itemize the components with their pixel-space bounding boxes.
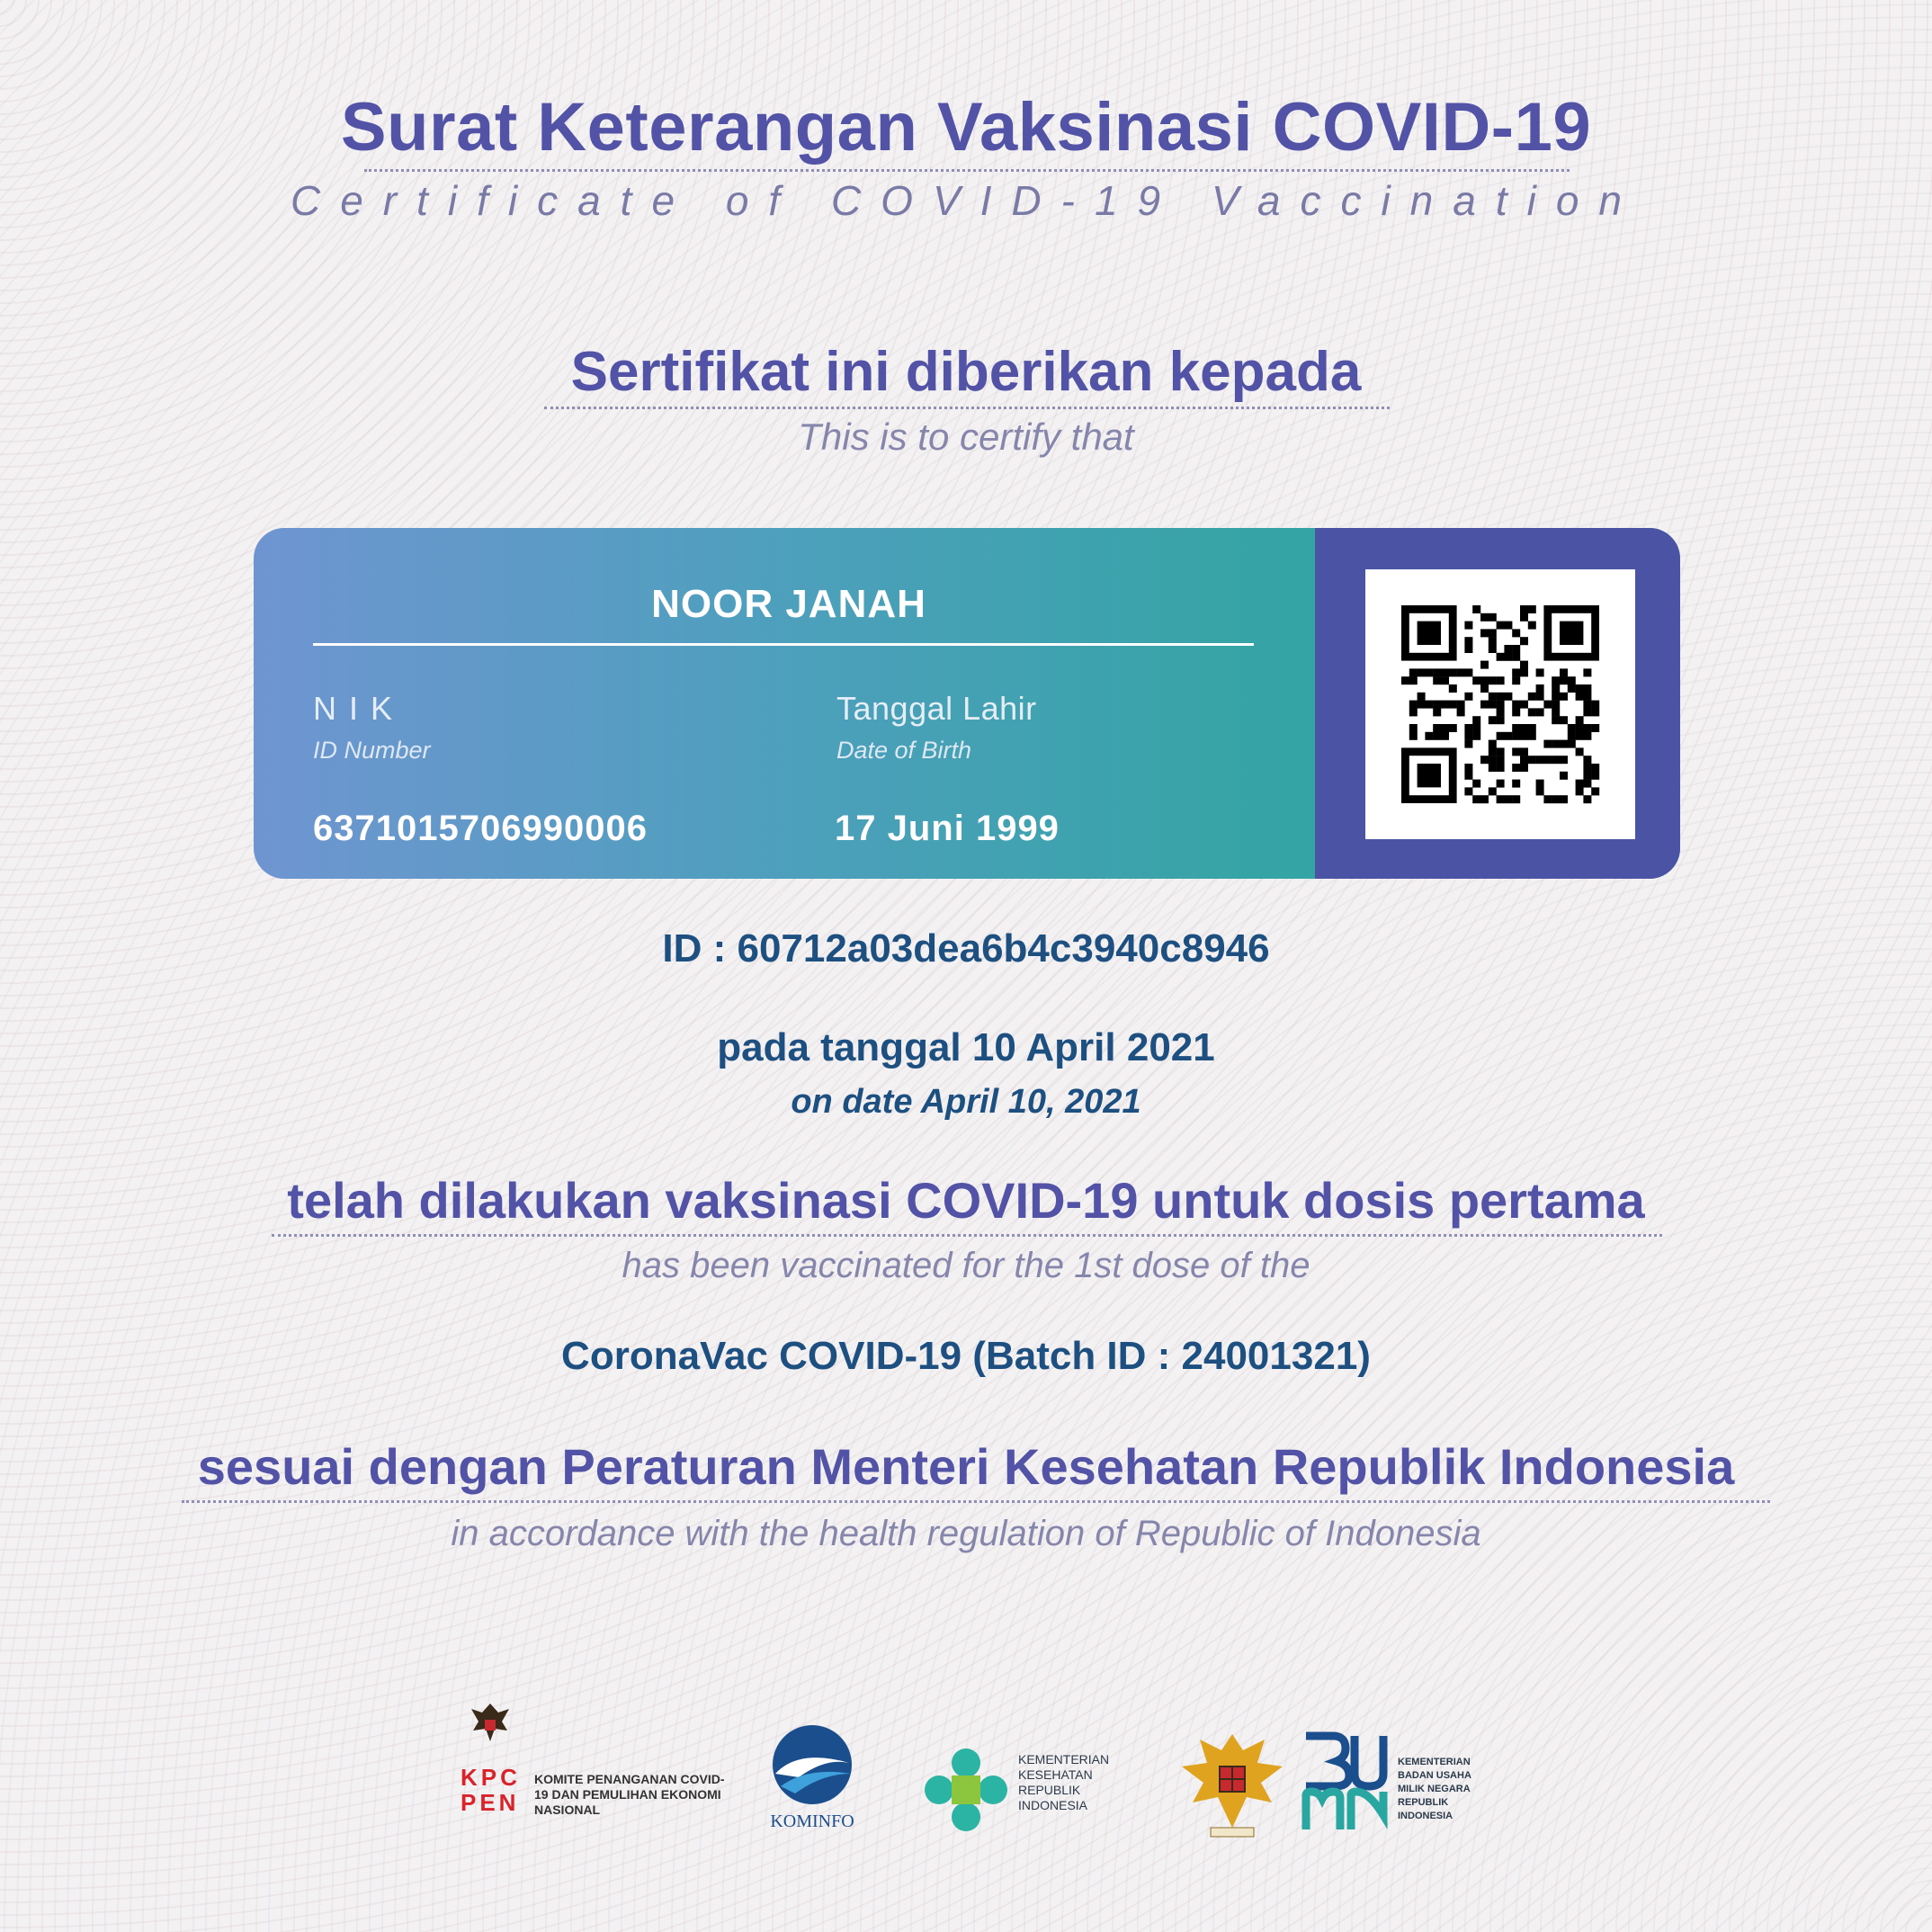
certificate-id: ID : 60712a03dea6b4c3940c8946 [662, 926, 1270, 970]
garuda-small-icon [468, 1700, 513, 1754]
vaccination-date-en: on date April 10, 2021 [791, 1083, 1141, 1121]
garuda-pancasila-icon [1178, 1727, 1286, 1844]
nik-label: N I K [313, 690, 395, 727]
regulation-statement-en: in accordance with the health regulation of Republic of Indonesia [451, 1514, 1481, 1553]
kominfo-logo [763, 1722, 862, 1831]
kpc-text: KPC [461, 1764, 521, 1791]
kpcpen-caption: KOMITE PENANGANAN COVID-19 DAN PEMULIHAN EKONOMI NASIONAL [534, 1772, 725, 1817]
certificate-subtitle: Certificate of COVID-19 Vaccination [290, 177, 1642, 224]
certify-divider [544, 407, 1390, 409]
kemenkes-logo [921, 1745, 1110, 1839]
certify-heading: Sertifikat ini diberikan kepada [570, 341, 1362, 403]
dob-label: Tanggal Lahir [836, 690, 1037, 727]
title-divider [364, 169, 1570, 172]
logo-strip [0, 1700, 1932, 1862]
dose-statement-en: has been vaccinated for the 1st dose of the [622, 1246, 1310, 1285]
dob-sublabel: Date of Birth [836, 737, 972, 764]
identity-card [254, 528, 1680, 879]
vaccination-date: pada tanggal 10 April 2021 [717, 1025, 1215, 1069]
garuda-logo [1178, 1727, 1286, 1848]
nik-sublabel: ID Number [313, 737, 431, 764]
kemenkes-icon [921, 1745, 1011, 1835]
bumn-icon [1301, 1729, 1391, 1837]
certify-subheading: This is to certify that [798, 416, 1134, 458]
regulation-statement: sesuai dengan Peraturan Menteri Kesehatan Republik Indonesia [197, 1438, 1735, 1495]
regulation-divider [182, 1500, 1770, 1503]
bumn-caption: KEMENTERIAN BADAN USAHA MILIK NEGARA REPUBLIK INDONESIA [1398, 1757, 1471, 1821]
qr-code [1365, 569, 1635, 839]
nik-value: 6371015706990006 [313, 809, 648, 848]
pen-text: PEN [461, 1789, 520, 1816]
kominfo-icon [763, 1722, 862, 1811]
dose-divider [272, 1234, 1662, 1237]
kominfo-caption: KOMINFO [770, 1811, 854, 1831]
dob-value: 17 Juni 1999 [835, 809, 1060, 848]
dose-statement: telah dilakukan vaksinasi COVID-19 untuk dosis pertama [287, 1172, 1645, 1229]
kemenkes-caption: KEMENTERIAN KESEHATAN REPUBLIK INDONESIA [1018, 1752, 1110, 1812]
bumn-logo [1301, 1729, 1471, 1841]
qr-panel [1315, 528, 1680, 879]
qr-code-icon [1365, 569, 1635, 839]
holder-name: NOOR JANAH [651, 582, 926, 626]
vaccine-batch: CoronaVac COVID-19 (Batch ID : 24001321) [561, 1334, 1371, 1378]
certificate-title: Surat Keterangan Vaksinasi COVID-19 [340, 89, 1592, 165]
name-underline [313, 643, 1254, 646]
